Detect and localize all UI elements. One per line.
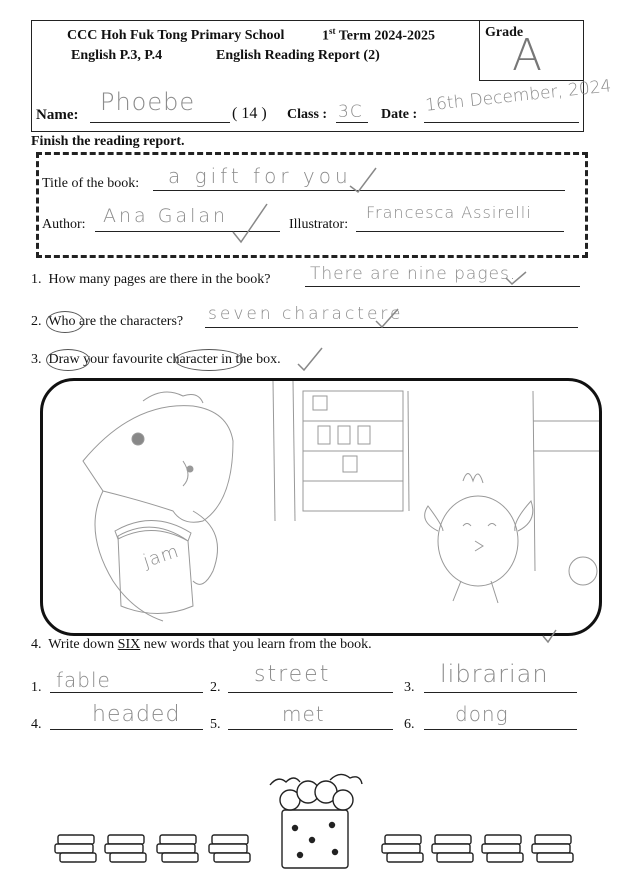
word-6-num: 6. <box>404 717 415 732</box>
question-2: 2. Who are the characters? <box>31 314 184 329</box>
word-1-num: 1. <box>31 680 42 695</box>
circled-who <box>46 311 84 333</box>
author-label: Author: <box>42 217 86 232</box>
check-mark-icon <box>372 305 402 330</box>
reading-kids-icon <box>270 774 362 868</box>
date-value: 16th December, 2024 <box>424 76 613 116</box>
answer-2: seven charactere <box>208 304 404 324</box>
grade-label: Grade <box>485 25 524 40</box>
grade-value: A <box>512 30 544 81</box>
word-3-line <box>424 692 577 693</box>
word-1: fable <box>56 668 111 692</box>
level-label: English P.3, P.4 <box>71 48 163 63</box>
circled-character <box>175 349 243 371</box>
school-name: CCC Hoh Fuk Tong Primary School <box>67 28 285 43</box>
date-label: Date : <box>381 107 418 122</box>
answer-1: There are nine pages. <box>310 264 517 284</box>
title-label: Title of the book: <box>42 176 140 191</box>
instruction: Finish the reading report. <box>31 134 185 149</box>
word-6: dong <box>455 702 509 726</box>
check-mark-icon <box>300 164 380 194</box>
report-title: English Reading Report (2) <box>216 48 380 63</box>
word-4: headed <box>92 702 181 727</box>
word-3-num: 3. <box>404 680 415 695</box>
book-stack-icon <box>209 835 250 862</box>
book-stack-icon <box>55 835 96 862</box>
word-4-line <box>50 729 203 730</box>
word-5: met <box>282 702 325 726</box>
word-2: street <box>254 662 331 687</box>
author-value: Ana Galan <box>103 205 229 227</box>
word-1-line <box>50 692 203 693</box>
name-line <box>90 122 230 123</box>
date-line <box>424 122 579 123</box>
word-2-line <box>228 692 393 693</box>
illustrator-value: Francesca Assirelli <box>366 203 532 222</box>
name-label: Name: <box>36 107 79 123</box>
word-3: librarian <box>440 660 549 688</box>
question-4: 4. Write down SIX new words that you learn from the book. <box>31 637 372 652</box>
question-3: 3. Draw your favourite character in the box. <box>31 352 281 367</box>
book-stack-icon <box>157 835 198 862</box>
check-mark-icon <box>540 628 560 648</box>
book-stack-icon <box>105 835 146 862</box>
word-5-line <box>228 729 393 730</box>
book-stack-icon <box>482 835 523 862</box>
word-6-line <box>424 729 577 730</box>
jar-label: jam <box>140 540 182 573</box>
word-5-num: 5. <box>210 717 221 732</box>
circled-draw <box>46 349 90 371</box>
illustrator-label: Illustrator: <box>289 217 349 232</box>
check-mark-icon <box>500 268 530 288</box>
class-line <box>336 122 368 123</box>
book-stack-icon <box>432 835 473 862</box>
question-1: 1. How many pages are there in the book? <box>31 272 271 287</box>
check-mark-icon <box>296 346 326 376</box>
name-value: Phoebe <box>100 88 196 116</box>
book-stack-icon <box>382 835 423 862</box>
word-4-num: 4. <box>31 717 42 732</box>
class-value: 3C <box>338 102 363 122</box>
pencil-drawing <box>43 381 599 633</box>
term-label: 1st Term 2024-2025 <box>322 26 436 44</box>
drawing-box <box>40 378 602 636</box>
check-mark-icon <box>225 200 285 245</box>
student-number: ( 14 ) <box>232 105 267 122</box>
word-2-num: 2. <box>210 680 221 695</box>
footer-decoration <box>50 770 580 870</box>
illustrator-line <box>356 231 564 232</box>
answer-1-line <box>305 286 580 287</box>
book-stack-icon <box>532 835 573 862</box>
title-value: a gift for you <box>168 164 352 188</box>
class-label: Class : <box>287 107 328 122</box>
